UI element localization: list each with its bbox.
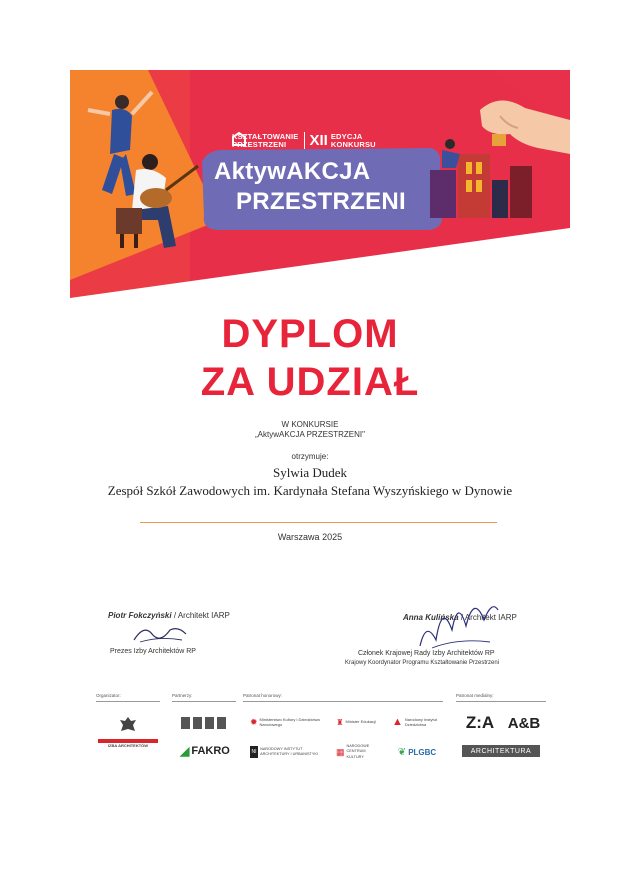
honorary-ministry-culture-logo [250,714,322,730]
banner-title-part-2: AKCJA [286,158,371,185]
left-signatory-title: / Architekt IARP [173,611,230,620]
honorary-niau-name: NARODOWY INSTYTUT ARCHITEKTURY I URBANISTYKI [260,746,318,756]
edition-line-1: EDYCJA [330,131,363,141]
media-label: Patronat medialny: [456,693,494,698]
honorary-nck-logo [336,744,380,760]
place-date: Warszawa 2025 [277,532,343,542]
plgbc-leaf-icon: ❦ [397,746,407,758]
right-signatory-role-sub: Krajowy Koordynator Programu Kształtowanie Przestrzeni [345,660,500,666]
receives-label: otrzymuje: [291,452,329,461]
banner-title-line-2: PRZESTRZENI [236,188,406,215]
right-signatory-title: / Architekt IARP [460,613,517,622]
honorary-ministry-education-logo [334,712,378,732]
edition-line-2: KONKURSU [330,139,376,149]
left-signature-scribble [130,620,190,646]
media-ab-logo: A&B [507,714,541,732]
brand-separator [304,132,305,149]
honorary-nck-name: NARODOWE CENTRUM KULTURY [346,743,370,759]
nck-mark-icon: ▦ [336,746,345,757]
honorary-label: Patronat honorowy: [243,693,283,698]
partner-buildings-logo [176,714,234,730]
contest-intro: W KONKURSIE [281,420,339,429]
brand-line-1: KSZTAŁTOWANIE [232,131,299,141]
partners-label: Partnerzy: [172,693,193,698]
organizer-label: Organizator: [96,693,121,698]
left-signatory [108,611,230,620]
partners-rule [172,701,236,702]
edition-number: XII [309,132,328,149]
honorary-nid-name: Narodowy Instytut Dziedzictwa [404,716,437,727]
honorary-plgbc-name: PLGBC [408,747,437,757]
partner-fakro-logo [174,744,236,758]
nid-triangle-icon: ▲ [392,716,403,728]
honorary-nid-logo [392,712,442,732]
diploma-title-line-1: DYPLOM [221,312,399,356]
banner-title-part-1: Aktyw [214,158,287,185]
honorary-ministry-education-name: Minister Edukacji [345,719,376,725]
fakro-mark-icon: ◢ [180,744,190,758]
right-signatory-name: Anna Kulińska [403,613,459,622]
left-signatory-name: Piotr Fokczyński [108,611,172,620]
header-banner [70,70,570,298]
partner-fakro-name: FAKRO [191,745,230,757]
right-signatory-role: Członek Krajowej Rady Izby Architektów RP [358,650,495,657]
honorary-rule [243,701,443,702]
recipient-name: Sylwia Dudek [272,465,348,480]
recipient-school: Zespół Szkół Zawodowych im. Kardynała Stefana Wyszyńskiego w Dynowie [107,483,513,498]
honorary-niau-logo [250,744,328,760]
diploma-title-line-2: ZA UDZIAŁ [200,360,420,404]
contest-brand [232,132,376,149]
brand-logo-icon [232,132,246,146]
organizer-name: IZBA ARCHITEKTÓW [107,743,149,749]
niau-mark-icon: NI [250,746,258,758]
banner-title-line-1 [214,158,370,186]
honorary-ministry-culture-name: Ministerstwo Kultury i Dziedzictwa Narodowego [259,716,320,727]
brand-line-2: PRZESTRZENI [232,139,287,149]
media-rule [456,701,546,702]
honorary-plgbc-logo [394,744,440,760]
education-emblem-icon: ♜ [336,717,344,727]
contest-name: „AktywAKCJA PRZESTRZENI" [255,430,365,439]
media-architektura-logo: ARCHITEKTURA [462,745,540,757]
media-za-logo: Z:A [465,713,495,732]
edition-label [331,133,376,149]
buildings-icon [179,715,231,729]
left-signatory-role: Prezes Izby Architektów RP [110,648,196,655]
eagle-emblem-icon [118,715,138,737]
divider-line [140,522,497,523]
organizer-rule [96,701,160,702]
right-signature-scribble [412,590,502,652]
organizer-logo [96,712,160,752]
culture-star-icon: ✹ [250,716,258,727]
